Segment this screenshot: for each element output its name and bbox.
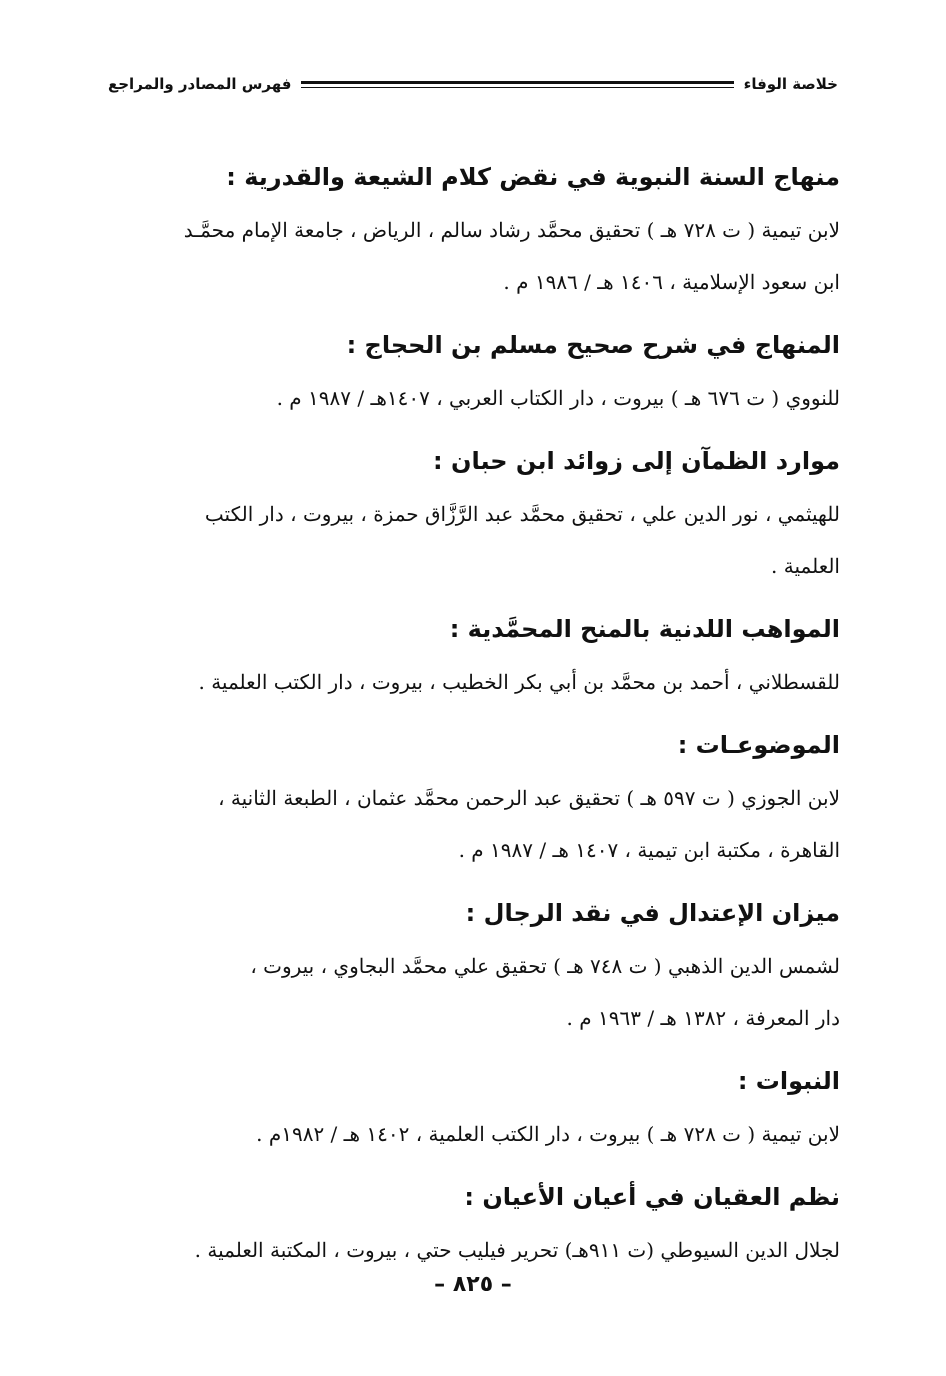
bibliography-entry bbox=[120, 886, 840, 1044]
entry-text: دار المعرفة ، ١٣٨٢ هـ / ١٩٦٣ م . bbox=[566, 1006, 840, 1030]
entry-title: موارد الظمآن إلى زوائد ابن حبان : bbox=[433, 447, 840, 475]
entry-text: لابن تيمية ( ت ٧٢٨ هـ ) تحقيق محمَّد رشاد سالم ، الرياض ، جامعة الإمام محمَّـد bbox=[183, 218, 840, 242]
bibliography-entry bbox=[120, 718, 840, 876]
bibliography-entry bbox=[120, 434, 840, 592]
section-title: فهرس المصادر والمراجع bbox=[108, 75, 292, 93]
entry-text: ابن سعود الإسلامية ، ١٤٠٦ هـ / ١٩٨٦ م . bbox=[503, 270, 840, 294]
entry-text: لابن تيمية ( ت ٧٢٨ هـ ) بيروت ، دار الكتب العلمية ، ١٤٠٢ هـ / ١٩٨٢م . bbox=[256, 1122, 840, 1146]
entry-title: منهاج السنة النبوية في نقض كلام الشيعة والقدرية : bbox=[226, 163, 840, 191]
entry-title: المنهاج في شرح صحيح مسلم بن الحجاج : bbox=[346, 331, 840, 359]
entry-title: ميزان الإعتدال في نقد الرجال : bbox=[465, 899, 840, 927]
entry-text: للهيثمي ، نور الدين علي ، تحقيق محمَّد عبد الرَّزَّاق حمزة ، بيروت ، دار الكتب bbox=[204, 502, 840, 526]
entry-text: لشمس الدين الذهبي ( ت ٧٤٨ هـ ) تحقيق علي محمَّد البجاوي ، بيروت ، bbox=[250, 954, 840, 978]
entry-text: لجلال الدين السيوطي (ت ٩١١هـ) تحرير فيليب حتي ، بيروت ، المكتبة العلمية . bbox=[194, 1238, 840, 1262]
bibliography-entry bbox=[120, 602, 840, 708]
page-number: – ٨٢٥ – bbox=[434, 1272, 512, 1297]
entry-text: لابن الجوزي ( ت ٥٩٧ هـ ) تحقيق عبد الرحمن محمَّد عثمان ، الطبعة الثانية ، bbox=[218, 786, 840, 810]
entry-text: للقسطلاني ، أحمد بن محمَّد بن أبي بكر الخطيب ، بيروت ، دار الكتب العلمية . bbox=[198, 670, 840, 694]
entry-text: القاهرة ، مكتبة ابن تيمية ، ١٤٠٧ هـ / ١٩٨٧ م . bbox=[458, 838, 840, 862]
bibliography-entry bbox=[120, 150, 840, 308]
bibliography-entry bbox=[120, 1054, 840, 1160]
bibliography-list bbox=[120, 150, 840, 1286]
book-title: خلاصة الوفاء bbox=[743, 75, 838, 93]
entry-title: النبوات : bbox=[737, 1067, 840, 1095]
bibliography-entry bbox=[120, 1170, 840, 1276]
entry-title: نظم العقيان في أعيان الأعيان : bbox=[464, 1183, 840, 1211]
running-header bbox=[108, 64, 838, 104]
entry-title: المواهب اللدنية بالمنح المحمَّدية : bbox=[449, 615, 840, 643]
entry-text: للنووي ( ت ٦٧٦ هـ ) بيروت ، دار الكتاب العربي ، ١٤٠٧هـ / ١٩٨٧ م . bbox=[276, 386, 840, 410]
entry-text: العلمية . bbox=[771, 554, 840, 578]
header-rule bbox=[301, 81, 733, 88]
bibliography-entry bbox=[120, 318, 840, 424]
entry-title: الموضوعـات : bbox=[677, 731, 840, 759]
